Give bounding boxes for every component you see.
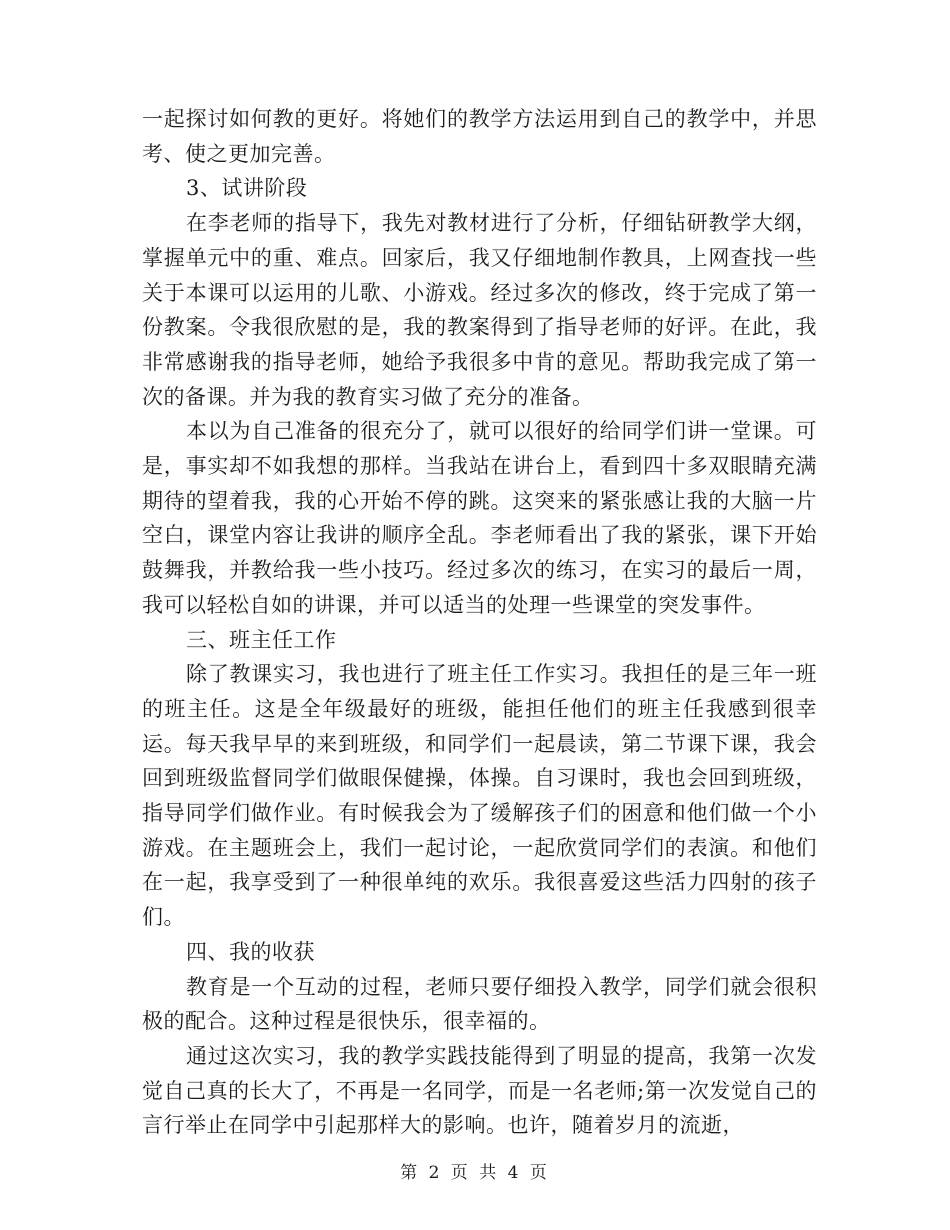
paragraph-lesson-preparation: 在李老师的指导下，我先对教材进行了分析，仔细钻研教学大纲，掌握单元中的重、难点。回家后，我又仔细地制作教具，上网查找一些关于本课可以运用的儿歌、小游戏。经过多次的修改，终于完成了第一份教案。令我很欣慰的是，我的教案得到了指导老师的好评。在此，我非常感谢我的指导老师，她给予我很多中肯的意见。帮助我完成了第一次的备课。并为我的教育实习做了充分的准备。: [142, 211, 817, 409]
paragraph-internship-growth: 通过这次实习，我的教学实践技能得到了明显的提高，我第一次发觉自己真的长大了，不再是一名同学，而是一名老师;第一次发觉自己的言行举止在同学中引起那样大的影响。也许，随着岁月的流逝，: [142, 1043, 817, 1138]
section-heading-class-teacher-work: 三、班主任工作: [186, 627, 337, 652]
document-body: [142, 102, 817, 1143]
section-heading-my-gains: 四、我的收获: [186, 939, 315, 964]
page-number-footer: 第 2 页 共 4 页: [400, 1163, 550, 1183]
paragraph-continuation: 一起探讨如何教的更好。将她们的教学方法运用到自己的教学中，并思考、使之更加完善。: [142, 107, 817, 166]
paragraph-first-lecture: 本以为自己准备的很充分了，就可以很好的给同学们讲一堂课。可是，事实却不如我想的那样。当我站在讲台上，看到四十多双眼睛充满期待的望着我，我的心开始不停的跳。这突来的紧张感让我的大脑一片空白，课堂内容让我讲的顺序全乱。李老师看出了我的紧张，课下开始鼓舞我，并教给我一些小技巧。经过多次的练习，在实习的最后一周，我可以轻松自如的讲课，并可以适当的处理一些课堂的突发事件。: [142, 419, 817, 617]
paragraph-interactive-education: 教育是一个互动的过程，老师只要仔细投入教学，同学们就会很积极的配合。这种过程是很快乐，很幸福的。: [142, 974, 817, 1034]
section-heading-trial-teaching: 3、试讲阶段: [186, 176, 308, 201]
paragraph-class-teacher-internship: 除了教课实习，我也进行了班主任工作实习。我担任的是三年一班的班主任。这是全年级最好的班级，能担任他们的班主任我感到很幸运。每天我早早的来到班级，和同学们一起晨读，第二节课下课，我会回到班级监督同学们做眼保健操，体操。自习课时，我也会回到班级，指导同学们做作业。有时候我会为了缓解孩子们的困意和他们做一个小游戏。在主题班会上，我们一起讨论，一起欣赏同学们的表演。和他们在一起，我享受到了一种很单纯的欢乐。我很喜爱这些活力四射的孩子们。: [142, 662, 817, 930]
